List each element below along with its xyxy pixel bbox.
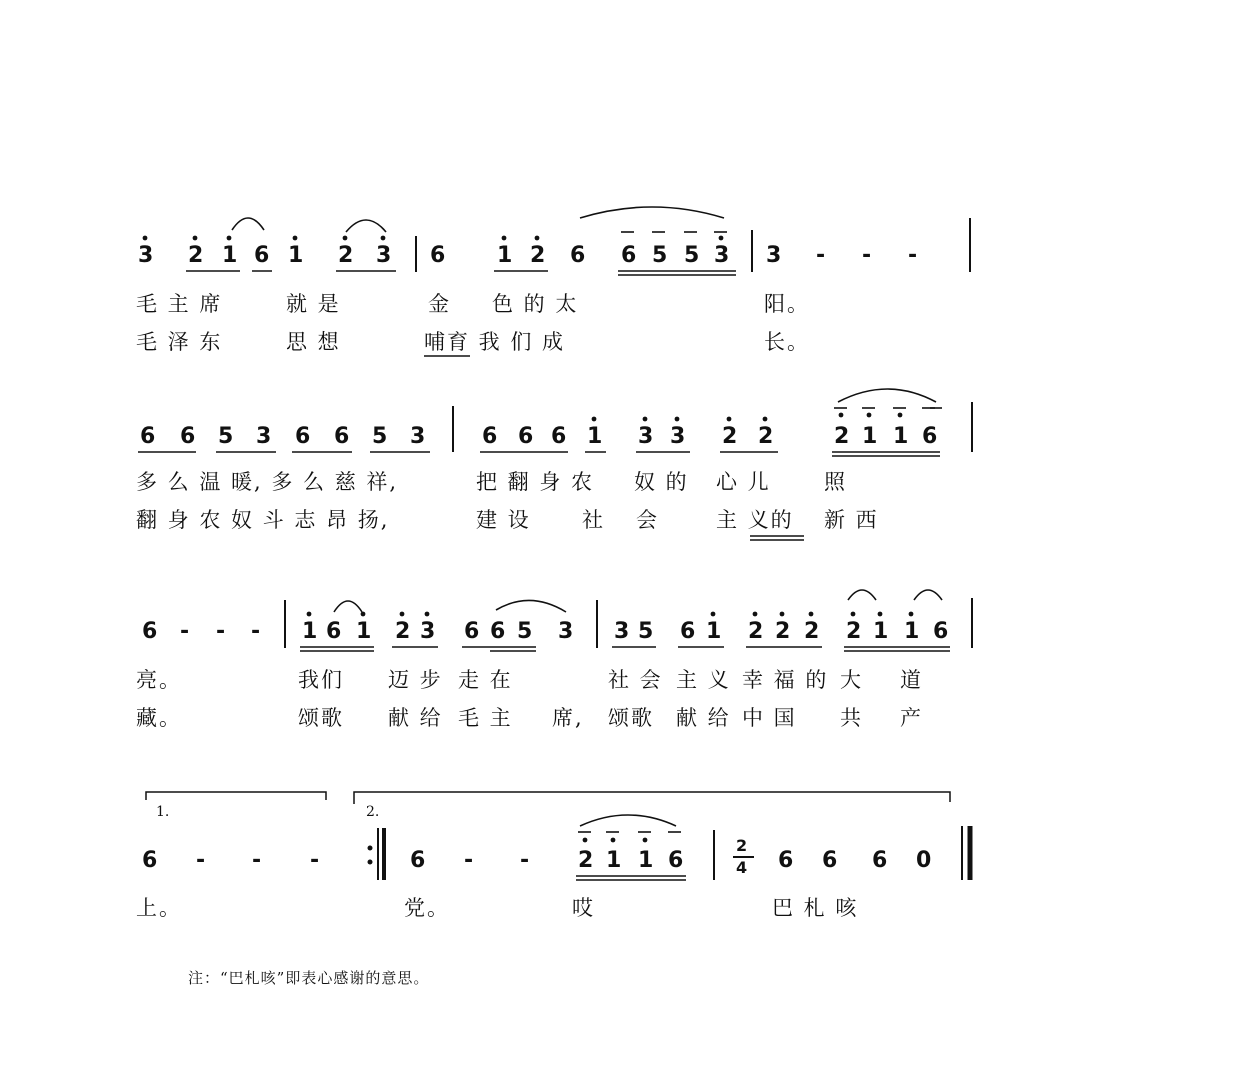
note: 2: [530, 243, 546, 268]
lyric: 幸 福 的: [742, 668, 829, 692]
note: 6: [518, 424, 534, 449]
note: 2: [578, 848, 594, 873]
repeat-sign: [368, 828, 385, 880]
lyric: 阳。: [764, 292, 810, 316]
note: 6: [551, 424, 567, 449]
note: 1: [893, 424, 909, 449]
lyric: 照: [824, 470, 847, 494]
note: 6: [680, 619, 696, 644]
note: 3: [138, 243, 154, 268]
lyric: 心 儿: [716, 470, 771, 494]
note: 3: [558, 619, 574, 644]
slurs: [232, 207, 942, 826]
note: 3: [638, 424, 654, 449]
time-signature-bottom: 4: [736, 858, 748, 877]
lyric: 藏。: [136, 706, 182, 730]
lyric: 我们: [298, 668, 344, 692]
second-ending-bracket: [354, 792, 950, 804]
lyric: 献 给: [676, 706, 731, 730]
lyric: 长。: [764, 330, 810, 354]
note: 6: [410, 848, 426, 873]
lyric: 会: [636, 508, 659, 532]
note: 3: [670, 424, 686, 449]
note: 1: [587, 424, 603, 449]
note: 1: [288, 243, 304, 268]
lyric: 金: [428, 292, 451, 316]
dash: -: [196, 848, 206, 873]
note: 1: [638, 848, 654, 873]
note: 6: [326, 619, 342, 644]
footnote: 注：“巴札咳”即表心感谢的意思。: [188, 969, 430, 987]
lyric: 多 么 温 暖, 多 么 慈 祥,: [136, 470, 399, 494]
overline-marks: [578, 232, 942, 832]
note: 6: [140, 424, 156, 449]
note: 6: [621, 243, 637, 268]
lyric: 奴 的: [634, 470, 689, 494]
bar-lines: [285, 218, 972, 880]
note: 6: [570, 243, 586, 268]
note: 6: [142, 619, 158, 644]
dash: -: [862, 243, 872, 268]
note: 1: [706, 619, 722, 644]
rhythm-underlines: [138, 271, 950, 880]
note: 5: [517, 619, 533, 644]
dash: -: [216, 619, 226, 644]
note: 6: [142, 848, 158, 873]
dash: -: [908, 243, 918, 268]
second-ending-label: 2.: [366, 804, 380, 820]
note: 6: [254, 243, 270, 268]
note: 6: [295, 424, 311, 449]
lyric: 大: [840, 668, 863, 692]
lyric: 主 义: [676, 668, 731, 692]
note: 1: [302, 619, 318, 644]
note: 3: [256, 424, 272, 449]
dash: -: [180, 619, 190, 644]
lyric: 共: [840, 706, 863, 730]
first-ending-label: 1.: [156, 804, 170, 820]
note: 2: [775, 619, 791, 644]
note: 2: [395, 619, 411, 644]
lyric: 党。: [404, 896, 450, 920]
lyric: 哎: [572, 896, 595, 920]
note: 3: [420, 619, 436, 644]
note: 2: [846, 619, 862, 644]
lyric: 社 会: [608, 668, 663, 692]
lyric: 色 的 太: [492, 292, 579, 316]
lyric: 毛 主: [458, 706, 513, 730]
lyric: 主 义的: [716, 508, 794, 532]
note: 6: [668, 848, 684, 873]
note: 2: [834, 424, 850, 449]
note: 3: [614, 619, 630, 644]
note: 5: [372, 424, 388, 449]
lyric: 把 翻 身 农: [476, 470, 595, 494]
note: 5: [638, 619, 654, 644]
lyric: 中 国: [742, 706, 797, 730]
note: 2: [804, 619, 820, 644]
note: 6: [180, 424, 196, 449]
lyric: 产: [900, 706, 923, 730]
note: 2: [188, 243, 204, 268]
lyric: 翻 身 农 奴 斗 志 昂 扬,: [136, 508, 390, 532]
lyric: 道: [900, 668, 923, 692]
note: 6: [872, 848, 888, 873]
dash: -: [252, 848, 262, 873]
note: 1: [222, 243, 238, 268]
dash: -: [310, 848, 320, 873]
note: 6: [922, 424, 938, 449]
note: 1: [904, 619, 920, 644]
note: 6: [490, 619, 506, 644]
lyric: 席,: [552, 706, 584, 730]
note: 3: [766, 243, 782, 268]
lyric: 毛 主 席: [136, 292, 223, 316]
note: 5: [684, 243, 700, 268]
lyric: 迈 步: [388, 668, 443, 692]
note: 6: [933, 619, 949, 644]
lyric: 颂歌: [298, 706, 344, 730]
note: 6: [822, 848, 838, 873]
lyric: 巴 札 咳: [772, 896, 859, 920]
note: 6: [430, 243, 446, 268]
dash: -: [816, 243, 826, 268]
lyric: 建 设: [476, 508, 531, 532]
lyric: 亮。: [136, 668, 182, 692]
note: 6: [334, 424, 350, 449]
note: 0: [916, 848, 932, 873]
note: 2: [722, 424, 738, 449]
lyric: 思 想: [286, 330, 341, 354]
note: 3: [714, 243, 730, 268]
note: 1: [862, 424, 878, 449]
note: 5: [652, 243, 668, 268]
lyric: 就 是: [286, 292, 341, 316]
note: 1: [606, 848, 622, 873]
note: 6: [482, 424, 498, 449]
note: 2: [748, 619, 764, 644]
note: 6: [778, 848, 794, 873]
time-signature-top: 2: [736, 836, 748, 855]
note: 3: [376, 243, 392, 268]
note: 5: [218, 424, 234, 449]
dash: -: [520, 848, 530, 873]
note: 2: [758, 424, 774, 449]
dash: -: [464, 848, 474, 873]
first-ending-bracket: [146, 792, 326, 800]
note: 1: [873, 619, 889, 644]
lyric: 走 在: [458, 668, 513, 692]
note: 1: [356, 619, 372, 644]
lyric: 上。: [136, 896, 182, 920]
lyric: 毛 泽 东: [136, 330, 223, 354]
lyric: 社: [582, 508, 605, 532]
lyric: 颂歌: [608, 706, 654, 730]
note: 1: [497, 243, 513, 268]
note: 6: [464, 619, 480, 644]
lyric: 哺育 我 们 成: [424, 330, 566, 354]
lyric: 献 给: [388, 706, 443, 730]
octave-dots: [143, 236, 914, 843]
dash: -: [251, 619, 261, 644]
note: 2: [338, 243, 354, 268]
lyric: 新 西: [824, 508, 879, 532]
note: 3: [410, 424, 426, 449]
final-bar-line: [962, 826, 970, 880]
